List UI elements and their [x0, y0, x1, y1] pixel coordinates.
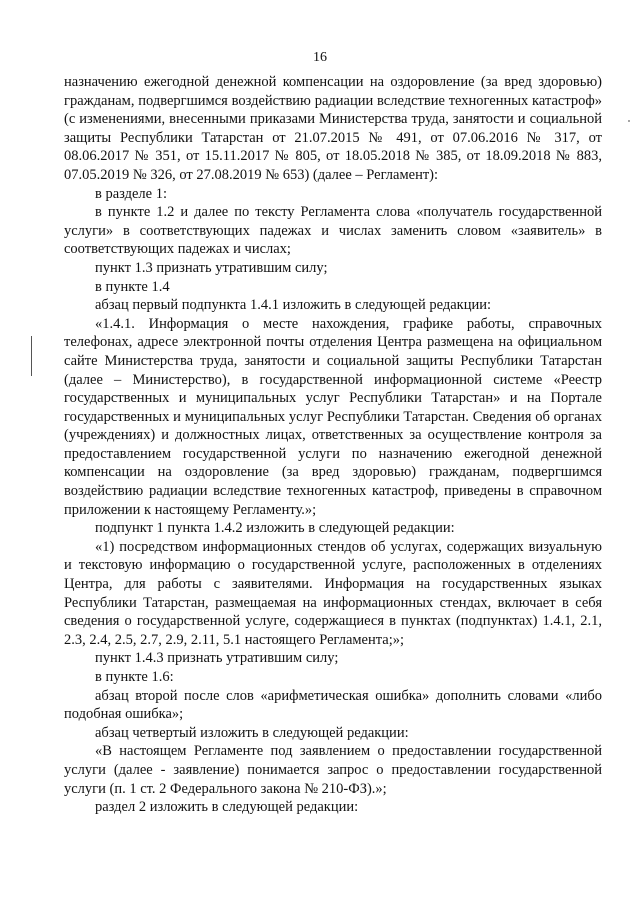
document-body	[64, 73, 602, 817]
paragraph-subitem-1-4-2: подпункт 1 пункта 1.4.2 изложить в следующей редакции:	[95, 520, 455, 537]
paragraph-abzac-2: абзац второй после слов «арифметическая ошибка» дополнить словами «либо подобная ошибка»;	[64, 687, 602, 723]
paragraph-subitem-1-4-1: абзац первый подпункта 1.4.1 изложить в следующей редакции:	[95, 297, 492, 314]
paragraph-item-1-2: в пункте 1.2 и далее по тексту Регламента слова «получатель государственной услуги» в соответствующих падежах и числах заменить словом «заявитель» в соответствующих падежах и числах;	[64, 204, 602, 258]
paragraph-item-1-4: в пункте 1.4	[95, 278, 170, 295]
page-number: 16	[313, 50, 327, 65]
scan-dot	[628, 120, 630, 122]
paragraph-section-1: в разделе 1:	[95, 185, 168, 202]
paragraph-quote-1-4-2: «1) посредством информационных стендов об услугах, содержащих визуальную и текстовую информацию о государственной услуге, расположенных в отделениях Центра, для работы с заявителями. Информация на государственных языках Республики Татарстан, размещаемая на информационных стендах, включает в себя сведения о государственной услуге, содержащиеся в пунктах (подпунктах) 1.4.1, 2.1, 2.3, 2.4, 2.5, 2.7, 2.9, 2.11, 5.1 настоящего Регламента;»;	[64, 538, 602, 648]
paragraph-item-1-6: в пункте 1.6:	[95, 669, 174, 685]
paragraph-abzac-4: абзац четвертый изложить в следующей редакции:	[95, 724, 409, 741]
paragraph-section-2: раздел 2 изложить в следующей редакции:	[95, 799, 359, 816]
paragraph-quote-1-4-1: «1.4.1. Информация о месте нахождения, графике работы, справочных телефонах, адресе электронной почты отделения Центра размещена на официальном сайте Министерства труда, занятости и социальной защиты Республики Татарстан (далее – Министерство), в государственной информационной системе «Реестр государственных и муниципальных услуг Республики Татарстан» и на Портале государственных и муниципальных услуг Республики Татарстан. Сведения об органах (учреждениях) и должностных лицах, ответственных за осуществление контроля за предоставлением государственной услуги по назначению ежегодной денежной компенсации на оздоровление (за вред здоровью) гражданам, подвергшимся воздействию радиации вследствие техногенных катастроф, приведены в справочном приложении к настоящему Регламенту.»;	[64, 315, 602, 518]
margin-mark	[31, 336, 32, 376]
paragraph-item-1-4-3: пункт 1.4.3 признать утратившим силу;	[95, 650, 339, 667]
paragraph-item-1-3: пункт 1.3 признать утратившим силу;	[95, 259, 328, 276]
paragraph-intro: назначению ежегодной денежной компенсации на оздоровление (за вред здоровью) гражданам, подвергшимся воздействию радиации вследствие техногенных катастроф» (с изменениями, внесенными приказами Министерства труда, занятости и социальной защиты Республики Татарстан от 21.07.2015 № 491, от 07.06.2016 № 317, от 08.06.2017 № 351, от 15.11.2017 № 805, от 18.05.2018 № 385, от 18.09.2018 № 883, 07.05.2019 № 326, от 27.08.2019 № 653) (далее – Регламент):	[64, 74, 602, 183]
paragraph-quote-abzac-4: «В настоящем Регламенте под заявлением о предоставлении государственной услуги (далее - заявление) понимается запрос о предоставлении государственной услуги (п. 1 ст. 2 Федерального закона № 210-ФЗ).»;	[64, 743, 602, 797]
